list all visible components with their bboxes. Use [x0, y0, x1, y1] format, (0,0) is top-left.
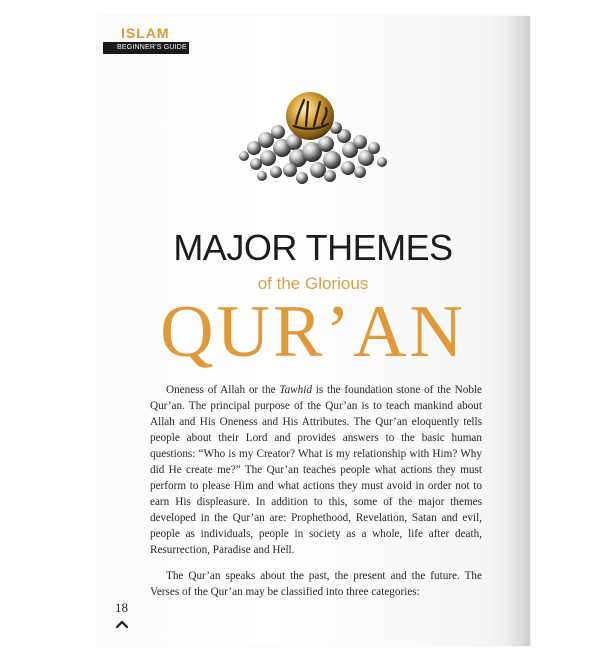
tawhid-term: Tawhid	[279, 384, 312, 396]
heading-major-themes: MAJOR THEMES	[173, 227, 453, 268]
brand-logo	[103, 26, 189, 54]
chevron-up-icon	[114, 618, 130, 630]
heading-quran: QUR’AN	[160, 291, 466, 373]
paragraph-1-start: Oneness of Allah or the	[166, 384, 280, 396]
heading-subtitle: of the Glorious	[257, 274, 369, 293]
paragraph-2: The Qur’an speaks about the past, the present and the future. The Verses of the Qur’an may be classified into three categories:	[150, 570, 482, 598]
page-number: 18	[115, 600, 128, 615]
calligraphy-emblem-icon	[232, 86, 392, 186]
paragraph-1	[150, 382, 482, 558]
brand-title: ISLAM	[121, 25, 170, 41]
brand-subtitle: BEGINNER'S GUIDE	[103, 42, 189, 54]
paragraph-1-rest: is the foundation stone of the Noble Qur’an. The principal purpose of the Qur’an is to teach mankind about Allah and His Oneness and His Attributes. The Qur’an eloquently tells people about their Lord and provides answers to the basic human questions: “Who is my Creator? What is my relationship with Him? Why did He create me?” The Qur’an teaches people what actions they must perform to please Him and what actions they must avoid in order not to earn His displeasure. In addition to this, some of the major themes developed in the Qur’an are: Prophethood, Revelation, Satan and evil, people as individuals, people in society as a whole, life after death, Resurrection, Paradise and Hell.	[150, 384, 482, 556]
